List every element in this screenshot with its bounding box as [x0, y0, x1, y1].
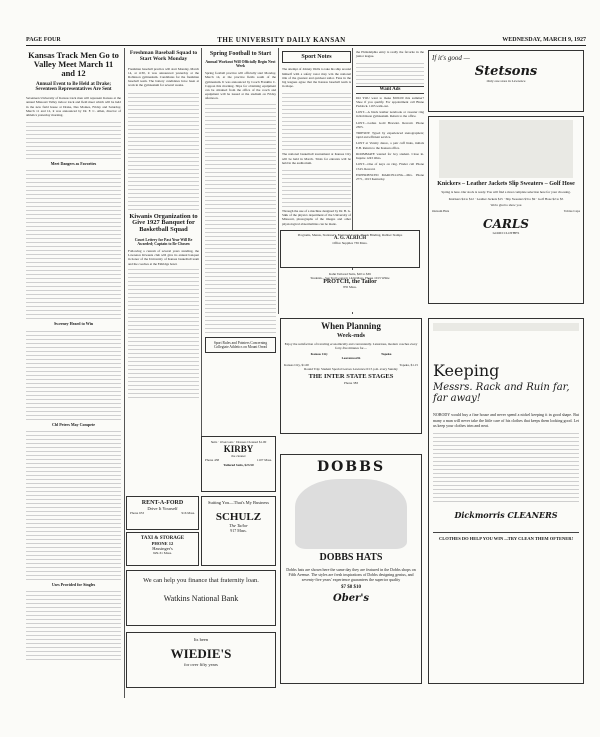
want-ad-item: LOST—A black leather notebook or sweater ring in Robinson gymnasium. Return to the office.	[356, 110, 424, 119]
dobbs-ad	[280, 454, 422, 684]
baseball-body: Freshman baseball practice will start Monday, March 14, at 4:30, it was announced yesterday at the Robinson gymnasium. Candidates for the freshman baseball team. The battery candidates have been at work in the gymnasium for several weeks.	[128, 66, 199, 88]
article-text-lines	[128, 90, 199, 210]
column-track	[26, 48, 121, 698]
rentaford-address: 916 Mass.	[181, 511, 195, 515]
carls-sub: Spring is here. Our stock is ready. You will find a most complete selection here for your choosing.	[441, 190, 571, 195]
sport-rules-box: Sport Rules and Pointers Concerning Collegiate Athletics on Mount Oread	[205, 337, 276, 353]
dobbs-headline: DOBBS HATS	[319, 552, 383, 563]
taxi-address: 929-31 Mass.	[152, 551, 173, 555]
carls-brands	[432, 209, 580, 213]
schulz-address: 917 Mass.	[230, 528, 247, 533]
article-text-lines	[26, 590, 121, 660]
rentaford-phone: Phone 653	[130, 511, 145, 515]
rackruin-ad	[428, 318, 584, 684]
cleaners-logo: Dickmorris CLEANERS	[454, 509, 558, 520]
dobbs-logo: DOBBS	[316, 459, 386, 475]
kirby-ad	[201, 436, 276, 492]
taxi-ad	[126, 532, 199, 566]
taxi-title: TAXI & STORAGE	[140, 536, 185, 541]
carls-headline: Knickers – Leather Jackets Slip Sweaters – Golf Hose	[437, 181, 575, 187]
decorative-border	[433, 323, 579, 331]
rackruin-body: NOBODY would buy a fine house and never spend a nickel keeping it in good shape. But many a man will never take the little care of his clothes that keeps them looking good. Let us keep your clothes trim and neat.	[433, 412, 579, 428]
carls-logo: CARLS	[483, 217, 529, 232]
alrich-name: A. G. ALRICH	[333, 236, 367, 242]
kirby-address: 1107 Mass.	[256, 458, 272, 463]
stages-city-1: Kansas City	[310, 352, 328, 357]
page-number: PAGE FOUR	[26, 36, 61, 43]
column-football	[201, 48, 276, 438]
protch-line-2: Students—See Ted Leonard, 1423 Mass. Phone 1013 White	[310, 276, 390, 281]
kirby-tailor: Tailored Suits, $23.50	[223, 462, 254, 467]
masthead: THE UNIVERSITY DAILY KANSAN	[217, 35, 346, 44]
stetson-tagline: Only one store in Lawrence	[486, 79, 526, 83]
protch-address: 835 Mass.	[343, 284, 357, 289]
protch-ad	[280, 270, 420, 312]
rackruin-headline-2: Messrs. Rack and Ruin far, far away!	[433, 382, 570, 404]
kirby-sub: the cleaner	[231, 454, 246, 459]
wiedie-ad	[126, 632, 276, 688]
stages-fare-1: Kansas City, $1.00	[284, 362, 309, 367]
dobbs-prices: $7 $8 $10	[341, 584, 361, 590]
want-ads-list	[356, 96, 424, 181]
track-headline: Kansas Track Men Go to Valley Meet March 11 and 12	[28, 50, 119, 78]
alrich-services: Programs, Menus, Stationery, Engraved Cards, Thesis Binding, Rubber Stamps	[297, 233, 403, 237]
wiedie-name: WIEDIE'S	[170, 646, 232, 661]
football-subhead: Annual Workout Will Officially Begin Next Week	[205, 60, 276, 69]
track-subhead-5: Uses Provided for Singles	[51, 581, 96, 587]
track-subhead-2: Meet Dangers as Favorites	[50, 161, 97, 167]
stages-subtitle: Week-ends	[336, 333, 365, 340]
want-ad-item: EXPERIENCED MARCELLING—Mrs. Phone 2771, 1013 Kentucky.	[356, 172, 424, 181]
wiedie-lead: Its been	[193, 637, 209, 642]
stetson-ad	[428, 50, 584, 112]
stages-name: THE INTER STATE STAGES	[308, 372, 394, 380]
article-text-lines	[282, 90, 351, 150]
sport-notes-headline: Sport Notes	[282, 51, 351, 63]
philadelphia-text: the Philadelphia entry is really the favorite in the junior league.	[356, 50, 424, 59]
schulz-lead: Suiting You—That's My Business	[207, 500, 270, 505]
track-body: Seventeen University of Kansas track men will represent Kansas at the annual Missouri Valley indoor track and field meet which will be held in the new field house at Drake, Des Moines, Friday and Saturday, March 11 and 12, it was announced by Dr. F. C. Allen, director of athletics yesterday morning. Meet Dangers as Favorites Sweeney Heard to Win Cbl Peters May Compete Uses Provided for Singles	[26, 96, 121, 660]
stages-phone: Phone 383	[343, 380, 358, 385]
sport-notes-body: The attempt of Johnny Wells to take his ship around himself with a safety razor may win the national title of the greatest and quickest sailor. Fans in the big leagues agree that the Kansas baseball team is in shape.	[282, 67, 351, 89]
issue-date: WEDNESDAY, MARCH 9, 1927	[502, 36, 586, 43]
track-subhead-4: Cbl Peters May Compete	[52, 421, 95, 427]
stages-city-3: Leavenworth	[341, 356, 361, 361]
want-ad-item: DO YOU want to make $500.00 this summer? Shoe if you qualify. For appointment call Blane Paddock. 1165 walk-out.	[356, 95, 424, 109]
carls-logo-sub: GOOD CLOTHES	[492, 231, 520, 236]
kiwanis-body: Following a custom of several years standing, the Lawrence Kiwanis club will give its annual banquet in honor of the University of Kansas basketball team and the coaches at the Eldridge hotel.	[128, 248, 199, 266]
carls-ad	[428, 116, 584, 304]
carls-right: Tobias Caps	[563, 208, 580, 213]
article-text-lines	[26, 430, 121, 580]
wiedie-tagline: for over fifty years	[184, 662, 218, 667]
bank-body: We can help you finance that fraternity loan.	[143, 577, 259, 584]
stages-fare-note: Round Trip: Student Special Leaves Lawrence 6:15 p.m. every Sunday	[304, 366, 398, 371]
track-subhead-3: Sweeney Heard to Win	[53, 321, 94, 327]
kirby-phone: Phone 438	[205, 458, 220, 463]
article-text-lines	[26, 119, 121, 159]
article-text-lines	[282, 167, 351, 207]
kirby-lead: Suits · Overcoats · Dresses Cleaned $1.00	[210, 440, 267, 444]
rentaford-title: RENT-A-FORD	[141, 500, 184, 506]
stages-city-2: Topeka	[381, 352, 392, 357]
alrich-address: Office Supplies 736 Mass.	[332, 241, 368, 246]
bank-ad	[126, 570, 276, 626]
schulz-ad	[201, 496, 276, 566]
hat-illustration	[295, 479, 407, 549]
want-ads-title: Want Ads	[356, 86, 424, 93]
carls-items: Knickers $4 to $12 · Leather Jackets $15 · Slip Sweaters $3 to $9 · Golf Hose $2 to $5	[448, 196, 564, 201]
protch-line-1: Kahn Tailored Suits, $20 to $65	[328, 272, 372, 276]
rentaford-contact	[130, 511, 195, 515]
kiwanis-headline: Kiwanis Organization to Give 1927 Banquet for Basketball Squad	[129, 212, 198, 234]
rackruin-footer: CLOTHES DO HELP YOU WIN ...TRY CLEAN THEM OFTENER!	[433, 532, 579, 541]
dobbs-body: Dobbs hats are shown here the same day they are featured in the Dobbs shops on Fifth Avenue. The styles are fresh inspirations of Dobbs designing genius, and seventy-five years' experience guarantees the superior quality	[286, 566, 416, 582]
rackruin-headline-1: Keeping	[433, 361, 500, 380]
want-ad-item: ROOMMATE wanted for boy student. Close in. Inquire 1243 Ohio.	[356, 151, 424, 161]
golfer-illustration	[439, 120, 572, 178]
article-text-lines	[433, 432, 579, 502]
protch-name: PROTCH, the Tailor	[323, 279, 377, 286]
obers-logo: Ober's	[332, 592, 370, 604]
article-text-lines	[205, 103, 276, 333]
want-ad-item: TRIESDT: Typed by experienced stenographers; rapid and efficient service.	[356, 131, 424, 140]
carls-left: Outsam Hats	[432, 208, 450, 213]
bank-name: Watkins National Bank	[163, 594, 239, 603]
article-text-lines	[128, 268, 199, 398]
track-subhead: Annual Event to Be Held at Drake; Seventeen Representatives Are Sent	[35, 81, 112, 93]
stages-fare-2: Topeka, $1.15	[399, 362, 418, 367]
kiwanis-subhead: Court Lettery for Past Year Will Be Awarded; Captain to Be Chosen	[134, 237, 193, 246]
stetson-logo: Stetsons	[474, 64, 538, 79]
schulz-sub: The Tailor	[229, 523, 248, 528]
football-headline: Spring Football to Start	[209, 51, 272, 57]
schulz-name: SCHULZ	[215, 511, 262, 523]
taxi-phone: PHONE 12	[151, 541, 174, 546]
stages-title: When Planning	[321, 321, 381, 331]
stages-ad	[280, 318, 422, 434]
taxi-name: Hassinger's	[152, 546, 173, 551]
page-header	[26, 34, 586, 46]
article-text-lines	[26, 169, 121, 319]
carls-line: We're glad to show you	[490, 202, 522, 207]
rentaford-sub: Drive It Yourself	[147, 506, 178, 511]
article-text-lines	[356, 60, 424, 84]
want-ad-item: LOST—One of keys on ring. Finder call Phone 1543. Reward.	[356, 162, 424, 171]
alrich-ad	[280, 230, 420, 268]
sport-notes-body-2: The national basketball tournament at Kansas City will be held in March. Trials for entrants will be held in the auditorium.	[282, 152, 351, 165]
kirby-name: KIRBY	[223, 444, 254, 455]
want-ad-item: LOST—Ladies Gold Bracelet. Reward. Phone 2305.	[356, 120, 424, 129]
rentaford-ad	[126, 496, 199, 530]
article-text-lines	[26, 330, 121, 420]
stages-body: Enjoy the satisfaction of traveling economically and conveniently. Luxurious, modern coaches every forty-five minutes for—	[284, 341, 418, 350]
football-body: Spring football practice will officially start Monday, March 14, at the practice fields south of the gymnasium. It was announced by Coach Franklin C. Cappon this morning. Slips for obtaining equipment can be obtained from the office of the coach and equipment will be issued at the stadium on Friday afternoon.	[205, 71, 276, 101]
baseball-headline: Freshman Baseball Squad to Start Work Monday	[129, 50, 198, 62]
want-ad-item: LOST at Varsity dance, a pair cuff links, initials E.B. Return to the Kansan office.	[356, 141, 424, 150]
stetson-lead: If it's good —	[432, 54, 470, 62]
sport-notes-body-3: Through the use of a machine designed by Dr. B. G. Sikk of the physics department of the University of Missouri, photographs of the images and other physiological abnormalities can be made.	[282, 208, 351, 226]
